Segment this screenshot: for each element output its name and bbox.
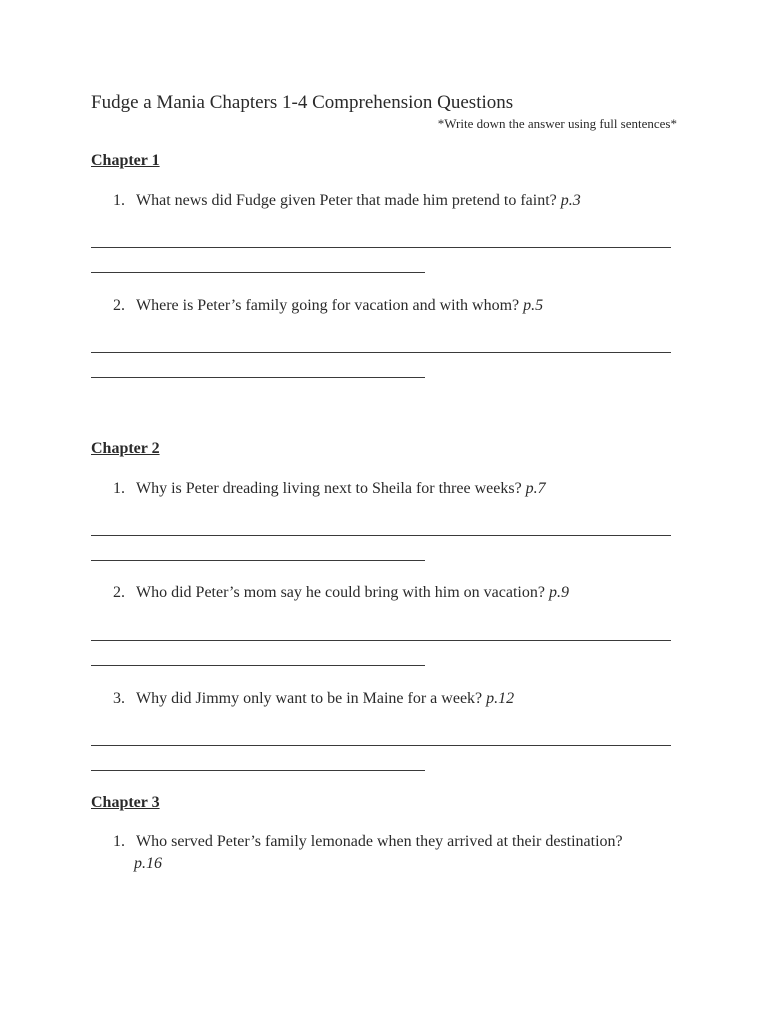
question-number: 3. [113,690,125,707]
question-number: 1. [113,192,125,209]
chapter-1-heading: Chapter 1 [91,152,160,169]
chapter-2-question-1 [113,478,683,500]
answer-line[interactable] [91,377,425,378]
question-text: Who served Peter’s family lemonade when they arrived at their destination? [136,833,623,850]
answer-line[interactable] [91,640,671,641]
worksheet-title: Fudge a Mania Chapters 1-4 Comprehension Questions [91,92,514,113]
answer-line[interactable] [91,535,671,536]
question-number: 2. [113,297,125,314]
page-reference: p.9 [548,584,569,601]
answer-line[interactable] [91,560,425,561]
instruction-note: *Write down the answer using full sentences* [437,116,677,131]
answer-line[interactable] [91,665,425,666]
question-number: 2. [113,584,125,601]
chapter-2-heading: Chapter 2 [91,440,160,457]
answer-line[interactable] [91,352,671,353]
question-text: Where is Peter’s family going for vacation and with whom? [136,297,520,314]
answer-line[interactable] [91,770,425,771]
question-text: Who did Peter’s mom say he could bring with him on vacation? [136,584,545,601]
chapter-3-question-1 [113,831,683,875]
chapter-2-question-3 [113,688,683,710]
question-number: 1. [113,833,125,850]
answer-line[interactable] [91,247,671,248]
answer-line[interactable] [91,745,671,746]
page-reference: p.16 [134,855,162,872]
chapter-1-question-1 [113,190,683,212]
page-reference: p.3 [560,192,581,209]
page-reference: p.5 [523,297,544,314]
answer-line[interactable] [91,272,425,273]
chapter-3-heading: Chapter 3 [91,794,160,811]
page-reference: p.7 [525,480,546,497]
question-text: Why did Jimmy only want to be in Maine for a week? [136,690,483,707]
question-text: What news did Fudge given Peter that made him pretend to faint? [136,192,557,209]
question-number: 1. [113,480,125,497]
question-text: Why is Peter dreading living next to Sheila for three weeks? [136,480,522,497]
chapter-1-question-2 [113,295,683,317]
page-reference: p.12 [486,690,515,707]
chapter-2-question-2 [113,582,683,604]
